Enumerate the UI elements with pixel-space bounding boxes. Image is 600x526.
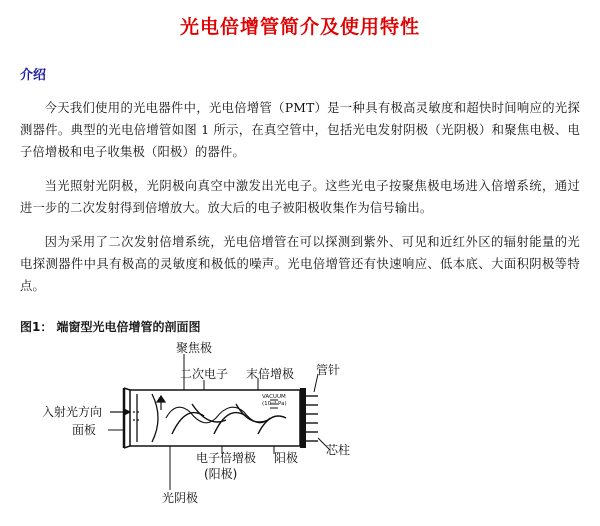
label-vacuum: VACUUM: [262, 394, 286, 400]
label-focus-electrode: 聚焦极: [176, 341, 213, 355]
paragraph-1: 今天我们使用的光电器件中，光电倍增管（PMT）是一种具有极高灵敏度和超快时间响应的光探测器件。典型的光电倍增管如图 1 所示，在真空管中，包括光电发射阴极（光阴极）和聚焦电极、电子倍增极和电子收集极（阳极）的器件。: [20, 101, 580, 159]
label-secondary-electron: 二次电子: [180, 367, 229, 381]
focus-electrode-arrow: [157, 396, 165, 410]
paragraph-2: 当光照射光阴极，光阴极向真空中激发出光电子。这些光电子按聚焦极电场进入倍增系统，通过进一步的二次发射得到倍增放大。放大后的电子被阳极收集作为信号输出。: [20, 179, 580, 215]
photocathode-shape: [137, 394, 158, 442]
section-heading-intro: 介绍: [20, 68, 47, 83]
label-incident-light: 入射光方向: [42, 405, 103, 419]
label-dynode: 电子倍增极: [196, 451, 257, 465]
label-stem: 芯柱: [326, 443, 351, 457]
label-anode: 阳极: [274, 451, 299, 465]
paragraph-3: 因为采用了二次发射倍增系统，光电倍增管在可以探测到紫外、可见和近红外区的辐射能量的光电探测器件中具有极高的灵敏度和极低的噪声。光电倍增管还有快速响应、低本底、大面积阴极等特点。: [20, 235, 580, 293]
page-title: 光电倍增管简介及使用特性: [179, 16, 420, 38]
label-vacuum-value: (10⁻⁴ Pa): [262, 401, 287, 407]
figure-caption: 图1： 端窗型光电倍增管的剖面图: [20, 320, 201, 334]
label-last-dynode: 末倍增极: [246, 367, 295, 381]
stem-block: [300, 388, 306, 448]
label-faceplate: 面板: [72, 423, 97, 437]
label-pins: 管针: [316, 363, 341, 377]
pin-lines: [306, 396, 318, 441]
label-photocathode: 光阴极: [162, 491, 199, 505]
pmt-cross-section-diagram: [0, 330, 600, 526]
electron-trajectory: [166, 407, 270, 423]
label-anode-paren: (阳极): [204, 467, 238, 481]
